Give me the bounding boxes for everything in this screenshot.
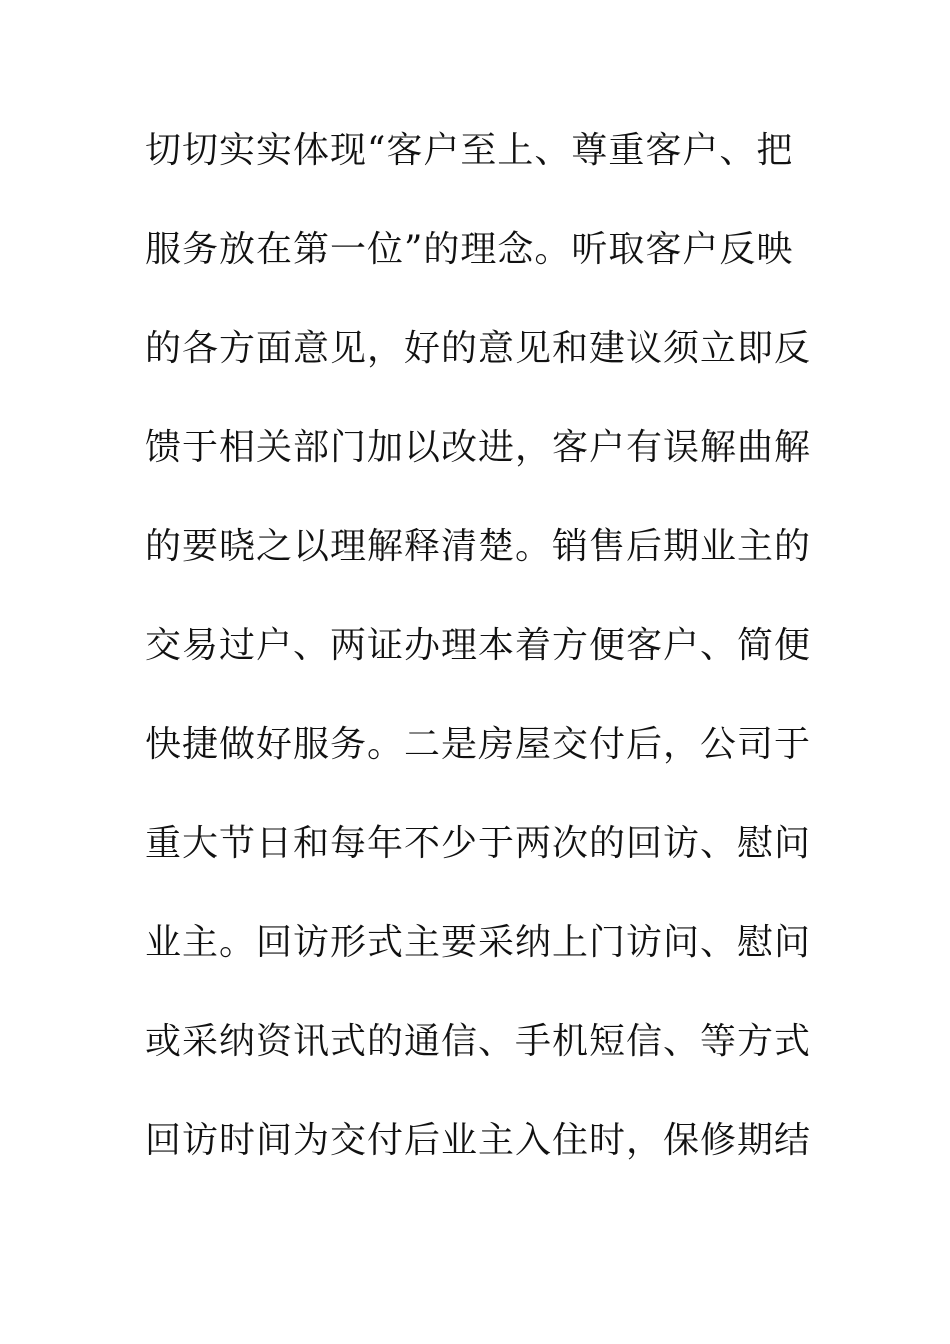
text-line: 馈于相关部门加以改进，客户有误解曲解 <box>145 427 812 468</box>
text-line: 切切实实体现“客户至上、尊重客户、把 <box>145 130 794 171</box>
body-paragraph <box>145 123 815 1212</box>
text-line: 业主。回访形式主要采纳上门访问、慰问 <box>145 922 812 963</box>
text-line: 重大节日和每年不少于两次的回访、慰问 <box>145 823 812 864</box>
text-line: 的各方面意见，好的意见和建议须立即反 <box>145 328 812 369</box>
text-line: 或采纳资讯式的通信、手机短信、等方式 <box>145 1021 812 1062</box>
text-line: 快捷做好服务。二是房屋交付后，公司于 <box>145 724 812 765</box>
text-line: 交易过户、两证办理本着方便客户、简便 <box>145 625 812 666</box>
text-line: 的要晓之以理解释清楚。销售后期业主的 <box>145 526 812 567</box>
text-line: 回访时间为交付后业主入住时，保修期结 <box>145 1120 812 1161</box>
text-line: 服务放在第一位”的理念。听取客户反映 <box>145 229 794 270</box>
